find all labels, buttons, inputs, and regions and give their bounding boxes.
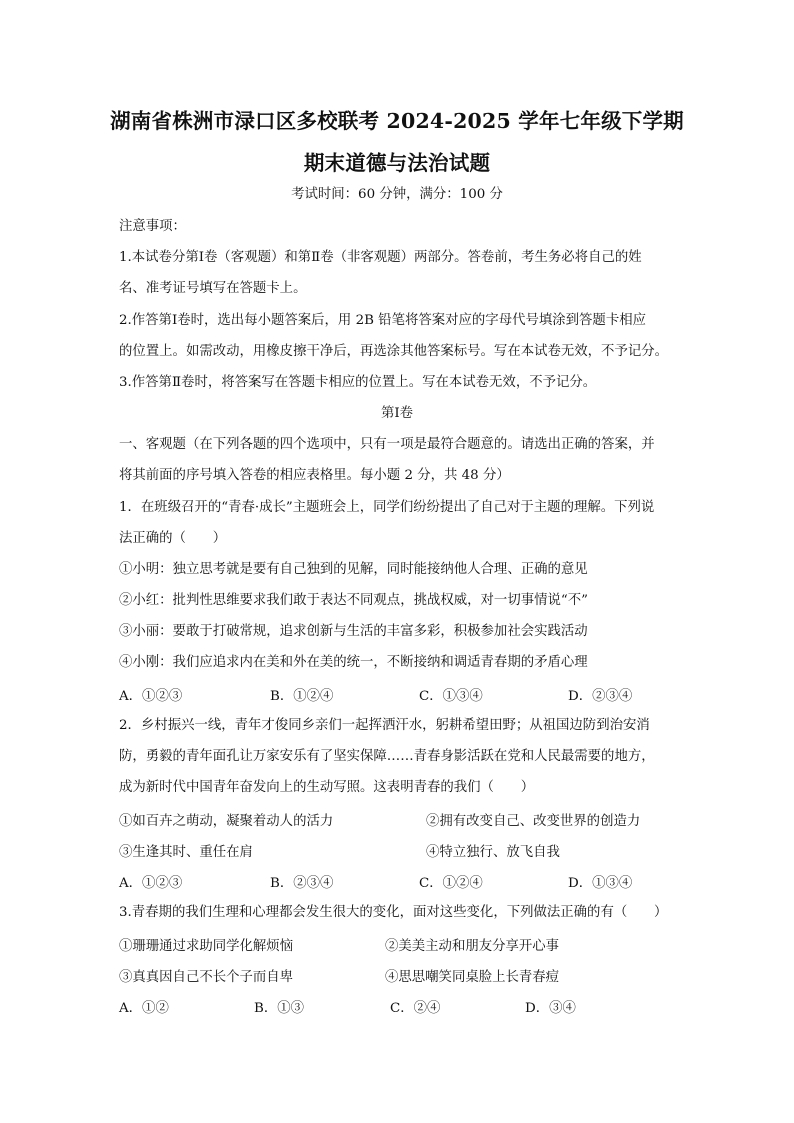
- notes-line: 2.作答第Ⅰ卷时，选出每小题答案后，用 2B 铅笔将答案对应的字母代号填涂到答题卡相应: [119, 313, 646, 328]
- notes-line: 名、准考证号填写在答题卡上。: [119, 281, 307, 296]
- q2-statement: ①如百卉之萌动，凝聚着动人的活力: [119, 814, 334, 829]
- q2-statements-row: [119, 841, 679, 859]
- q2-option-d[interactable]: D．①③④: [568, 876, 633, 891]
- exam-title-line2: 期末道德与法治试题: [303, 151, 491, 175]
- q2-statement: ③生逢其时、重任在肩: [119, 845, 253, 860]
- exam-info: 考试时间：60 分钟，满分：100 分: [291, 187, 503, 202]
- q2-statements-row: [119, 810, 679, 828]
- q1-statement: ①小明：独立思考就是要有自己独到的见解，同时能接纳他人合理、正确的意见: [119, 562, 588, 577]
- q3-statement: ④思思嘲笑同桌脸上长青春痘: [385, 970, 560, 985]
- q3-options: [119, 997, 679, 1015]
- q3-option-b[interactable]: B．①③: [254, 1001, 305, 1016]
- q2-options: [119, 872, 679, 890]
- q3-statement: ②美美主动和朋友分享开心事: [385, 939, 560, 954]
- q3-option-c[interactable]: C．②④: [390, 1001, 441, 1016]
- q1-statement: ③小丽：要敢于打破常规，追求创新与生活的丰富多彩，积极参加社会实践活动: [119, 624, 588, 639]
- q2-statement: ②拥有改变自己、改变世界的创造力: [426, 814, 641, 829]
- q3-statements-row: [119, 935, 679, 953]
- q3-option-d[interactable]: D．③④: [525, 1001, 576, 1016]
- section-intro: 一、客观题（在下列各题的四个选项中，只有一项是最符合题意的。请选出正确的答案，并: [119, 437, 655, 452]
- q3-stem: 3.青春期的我们生理和心理都会发生很大的变化，面对这些变化，下列做法正确的有（ ）: [119, 905, 668, 920]
- q1-stem: 1．在班级召开的“青春·成长”主题班会上，同学们纷纷提出了自己对于主题的理解。下列说: [119, 500, 655, 515]
- q3-statements-row: [119, 966, 679, 984]
- q1-option-a[interactable]: A．①②③: [119, 689, 183, 704]
- volume-heading: 第Ⅰ卷: [380, 406, 414, 421]
- q2-stem: 2．乡村振兴一线，青年才俊同乡亲们一起挥洒汗水，躬耕希望田野；从祖国边防到治安消: [119, 718, 650, 733]
- notes-line: 1.本试卷分第Ⅰ卷（客观题）和第Ⅱ卷（非客观题）两部分。答卷前，考生务必将自己的姓: [119, 250, 642, 265]
- q1-stem: 法正确的（ ）: [119, 531, 227, 546]
- q2-stem: 成为新时代中国青年奋发向上的生动写照。这表明青春的我们（ ）: [119, 780, 535, 795]
- q2-option-b[interactable]: B．②③④: [270, 876, 334, 891]
- q3-option-a[interactable]: A．①②: [119, 1001, 169, 1016]
- q2-stem: 防，勇毅的青年面孔让万家安乐有了坚实保障……青春身影活跃在党和人民最需要的地方，: [119, 749, 655, 764]
- notes-line: 的位置上。如需改动，用橡皮擦干净后，再选涂其他答案标号。写在本试卷无效，不予记分。: [119, 344, 669, 359]
- section-intro: 将其前面的序号填入答卷的相应表格里。每小题 2 分，共 48 分）: [119, 468, 510, 483]
- q2-option-a[interactable]: A．①②③: [119, 876, 183, 891]
- q1-options: [119, 685, 679, 703]
- q1-statement: ④小刚：我们应追求内在美和外在美的统一，不断接纳和调适青春期的矛盾心理: [119, 655, 588, 670]
- notes-heading: 注意事项：: [119, 219, 186, 234]
- q1-statement: ②小红：批判性思维要求我们敢于表达不同观点，挑战权威，对一切事情说“不”: [119, 593, 588, 608]
- q2-option-c[interactable]: C．①②④: [419, 876, 483, 891]
- q3-statement: ③真真因自己不长个子而自卑: [119, 970, 294, 985]
- q2-statement: ④特立独行、放飞自我: [426, 845, 560, 860]
- q1-option-b[interactable]: B．①②④: [270, 689, 334, 704]
- q3-statement: ①珊珊通过求助同学化解烦恼: [119, 939, 294, 954]
- q1-option-c[interactable]: C．①③④: [419, 689, 483, 704]
- notes-line: 3.作答第Ⅱ卷时，将答案写在答题卡相应的位置上。写在本试卷无效，不予记分。: [119, 375, 597, 390]
- exam-title-line1: 湖南省株洲市渌口区多校联考 2024-2025 学年七年级下学期: [110, 109, 684, 133]
- q1-option-d[interactable]: D．②③④: [568, 689, 633, 704]
